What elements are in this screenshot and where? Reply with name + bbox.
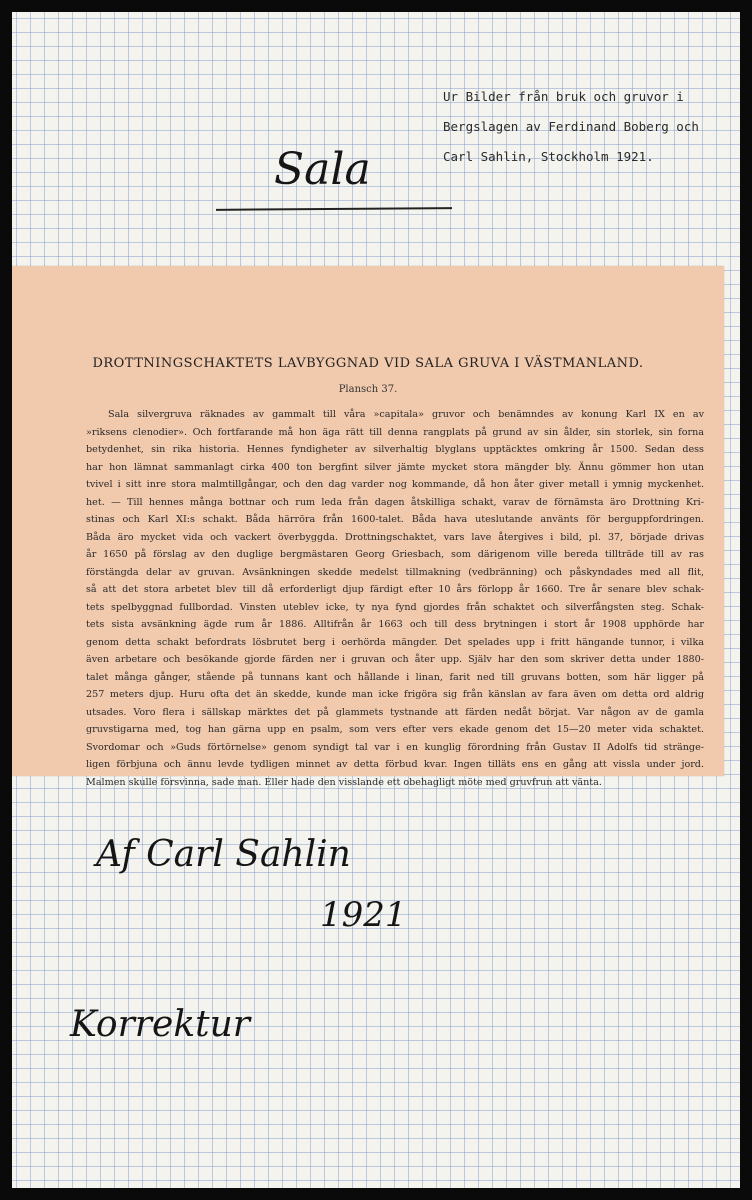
typed-line: Ur Bilder från bruk och gruvor i	[443, 89, 684, 104]
clipping-title: DROTTNINGSCHAKTETS LAVBYGGNAD VID SALA GRUVA I VÄSTMANLAND.	[92, 356, 644, 371]
newspaper-clipping	[12, 266, 724, 788]
body-line: tets sista avsänkning ägde rum år 1886. Alltifrån år 1663 och till dess brytningen i stort år 1908 upphörde har	[86, 619, 704, 630]
body-line: tvivel i sitt inre stora malmtillgångar, och den dag varder nog kommande, då hon åter giver metall i ymnig myckenhet.	[86, 479, 704, 490]
body-line: Malmen skulle försvinna, sade man. Eller hade den visslande ett obehagligt möte med gruvfrun att vänta.	[86, 776, 602, 788]
body-line: ligen förbjuna och ännu levde tydligen minnet av detta förbud kvar. Ingen tilläts ens en gång att vissla under jord.	[86, 759, 704, 770]
body-line: Sala silvergruva räknades av gammalt till våra »capitala» gruvor och benämndes av konung Karl IX en av	[108, 409, 704, 420]
body-line: Båda äro mycket vida och vackert överbyggda. Drottningschaktet, vars lave återgives i bild, pl. 37, började drivas	[86, 531, 704, 543]
body-line: så att det stora arbetet blev till då erforderligt djup färdigt efter 10 års förlopp år 1660. Tre år senare blev schak-	[86, 584, 704, 595]
body-line: även arbetare och besökande gjorde färden ner i gruvan och åter upp. Själv har den som skriver detta under 1880-	[86, 654, 704, 665]
typed-source-note	[443, 82, 740, 172]
body-line: betydenhet, sin rika historia. Hennes fyndigheter av silverhaltig blyglans upptäcktes omkring år 1500. Sedan dess	[86, 444, 704, 455]
body-line: utsades. Voro flera i sällskap märktes det på glammets tystnande att färden nedåt börjat. Var någon av de gamla	[86, 706, 704, 718]
body-line: förstängda delar av gruvan. Avsänkningen skedde medelst tillmakning (vedbränning) och påskyndades med all flit,	[86, 566, 704, 578]
body-line: har hon lämnat sammanlagt cirka 400 ton bergfint silver jämte mycket stora mängder bly. Ännu gömmer hon utan	[86, 461, 704, 473]
handwritten-author: Af Carl Sahlin	[96, 834, 351, 875]
body-line: talet många gånger, stående på tunnans kant och hållande i linan, farit ned till gruvans botten, som här ligger på	[86, 671, 704, 683]
body-line: het. — Till hennes många bottnar och rum leda från dagen åtskilliga schakt, varav de förnämsta äro Drottning Kri-	[86, 496, 704, 508]
body-line: stinas och Karl XI:s schakt. Båda härröra från 1600-talet. Båda hava uteslutande använts för berguppfordringen.	[86, 514, 704, 525]
handwritten-note: Korrektur	[70, 1004, 250, 1045]
body-line: gruvstigarna med, tog han gärna upp en psalm, som vers efter vers ekade genom det 15—20 meter vida schaktet.	[86, 724, 704, 735]
body-line: genom detta schakt befordrats lösbrutet berg i oerhörda mängder. Det spelades upp i fritt hängande tunnor, i vilka	[86, 636, 704, 648]
body-line: Svordomar och »Guds förtörnelse» genom syndigt tal var i en kunglig förordning från Gustav II Adolfs tid stränge-	[86, 741, 704, 753]
typed-line: Carl Sahlin, Stockholm 1921.	[443, 149, 654, 164]
body-line: »riksens clenodier». Och fortfarande må hon äga rätt till denna rangplats på grund av sin ålder, sin storlek, sin forna	[86, 426, 704, 438]
graph-paper-sheet	[12, 12, 740, 1188]
handwritten-heading: Sala	[274, 144, 371, 195]
typed-line: Bergslagen av Ferdinand Boberg och	[443, 119, 699, 134]
handwritten-year: 1921	[320, 895, 407, 935]
body-line: år 1650 på förslag av den duglige bergmästaren Georg Griesbach, som därigenom ville bereda tillträde till av ras	[86, 549, 704, 560]
heading-underline	[216, 207, 452, 211]
clipping-subtitle: Plansch 37.	[338, 384, 398, 395]
body-line: tets spelbyggnad fullbordad. Vinsten uteblev icke, ty nya fynd gjordes från schaktet och silverfångsten steg. Schak-	[86, 601, 704, 613]
body-line: 257 meters djup. Huru ofta det än skedde, kunde man icke frigöra sig från känslan av fara även om detta ord aldrig	[86, 689, 704, 700]
clipping-body	[86, 406, 704, 791]
